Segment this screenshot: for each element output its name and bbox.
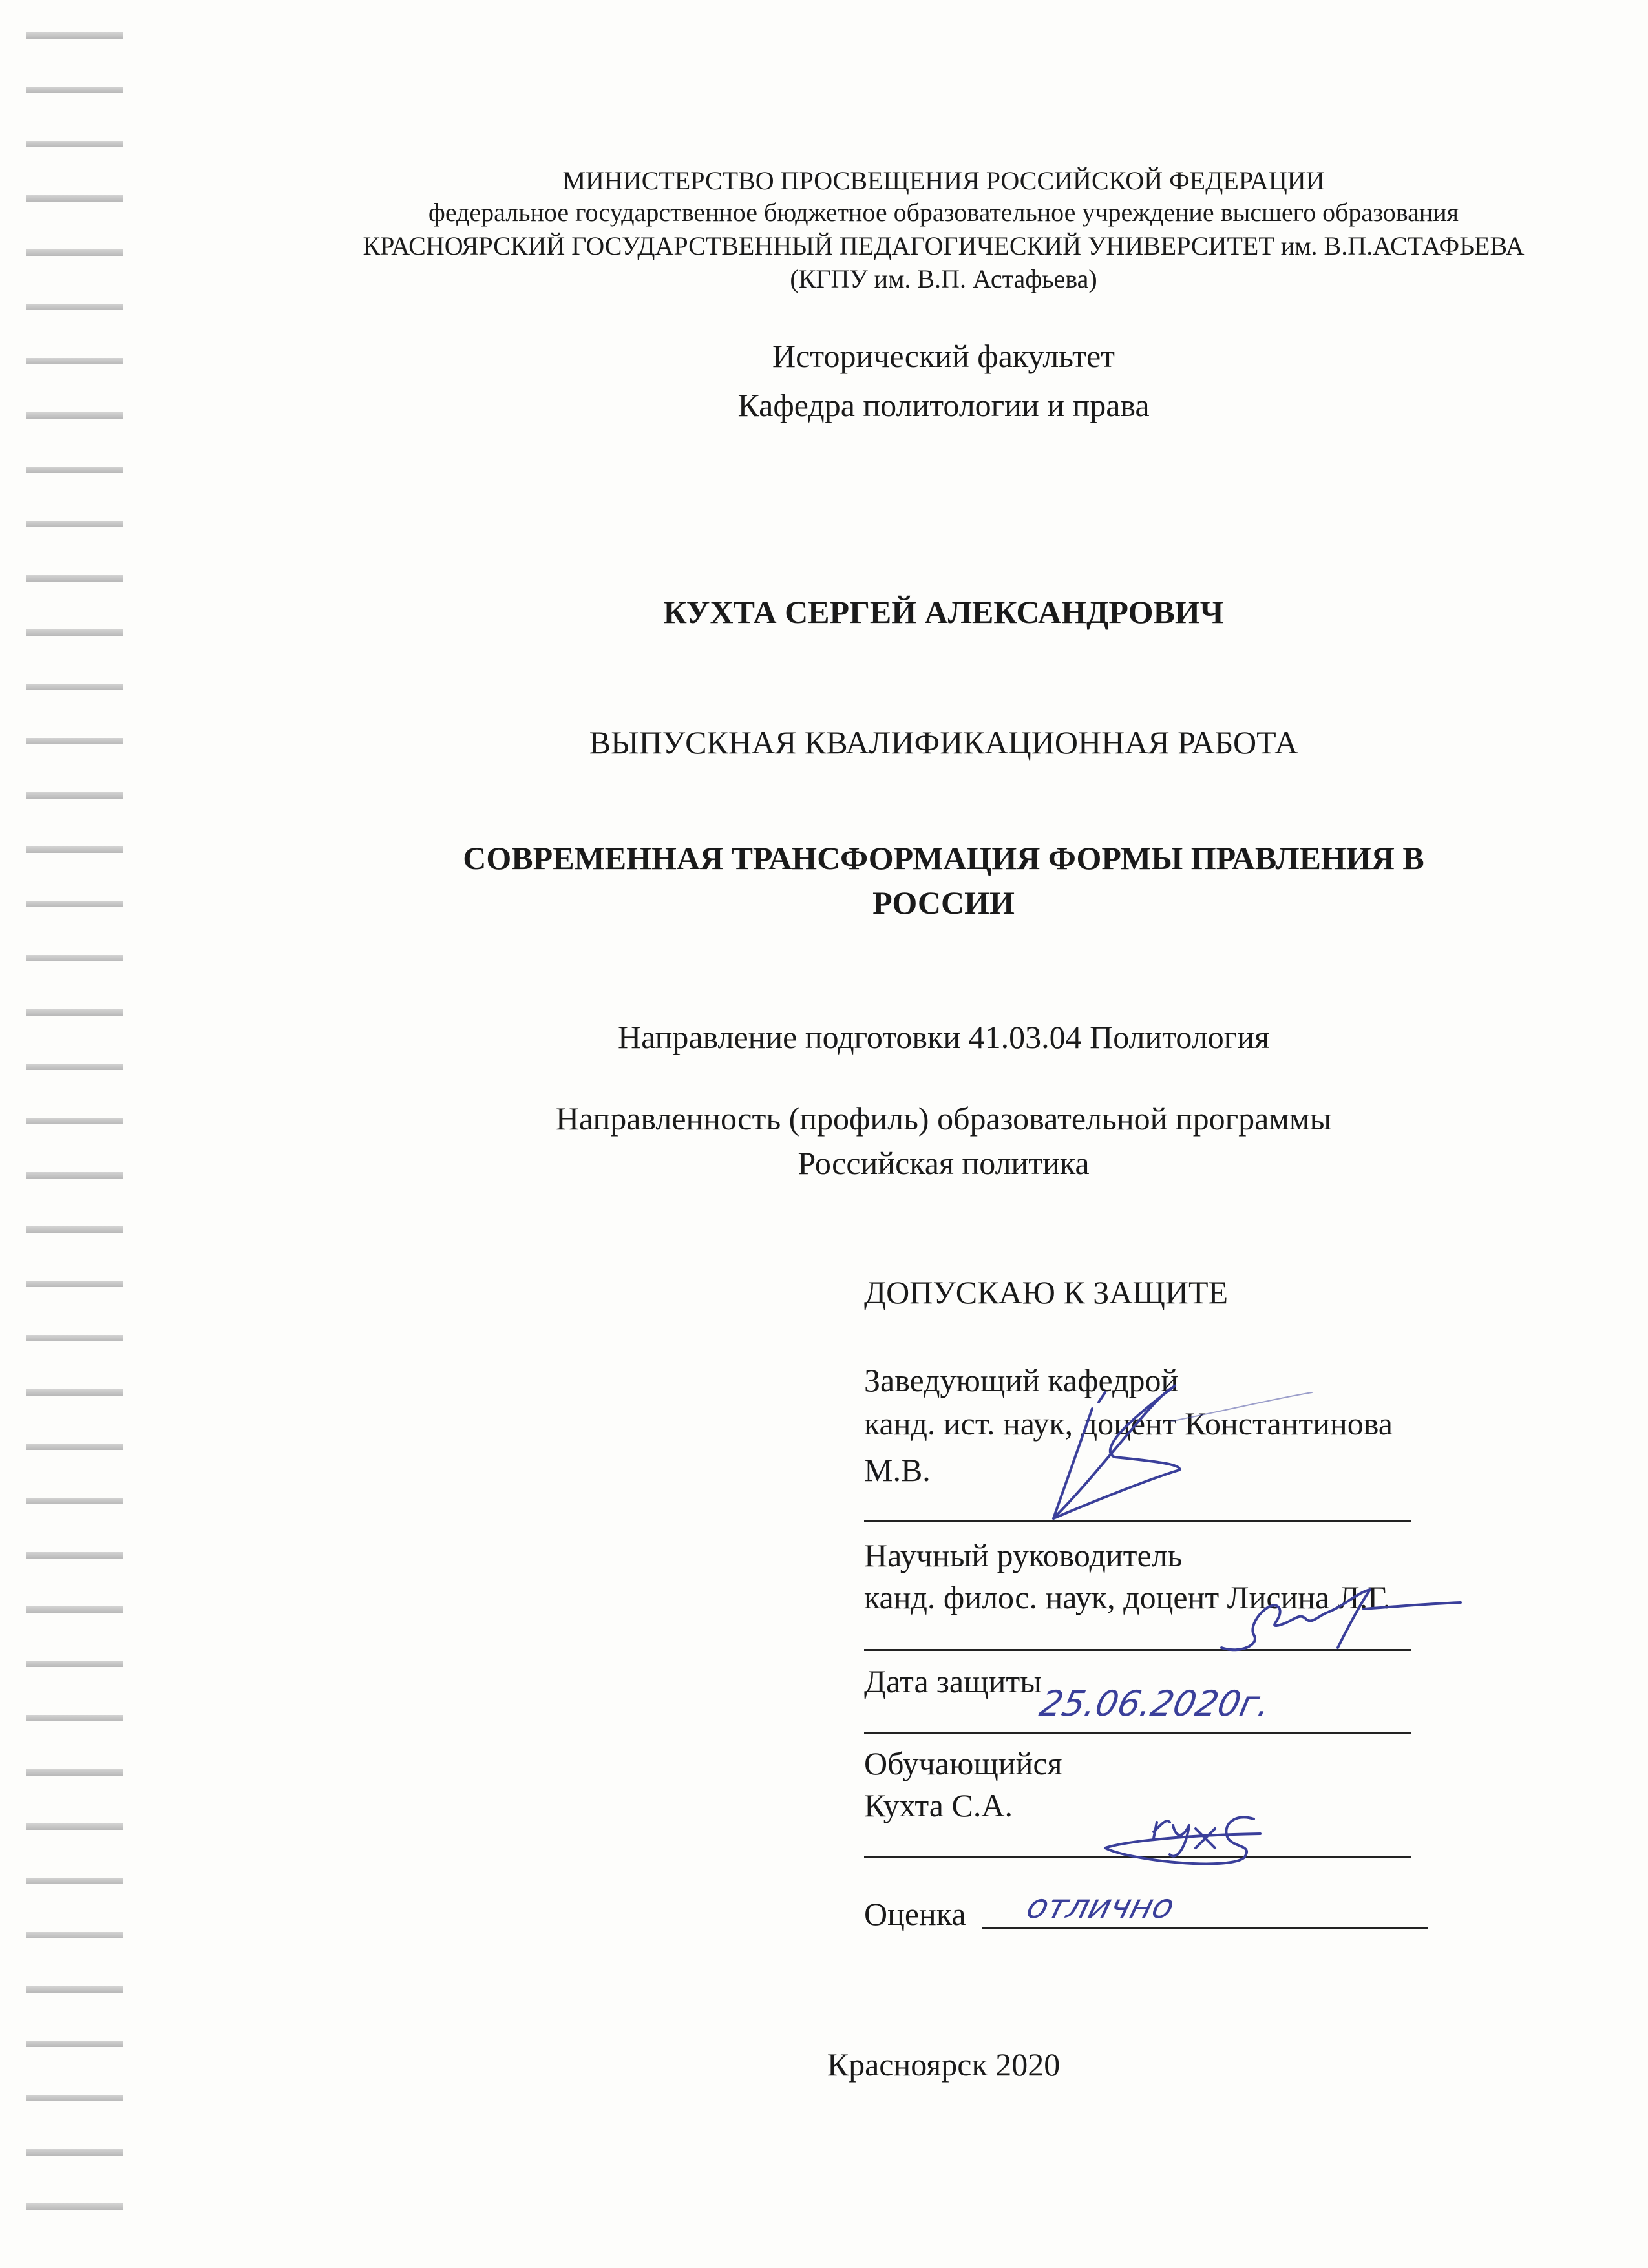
author-name: КУХТА СЕРГЕЙ АЛЕКСАНДРОВИЧ bbox=[663, 594, 1224, 630]
supervisor-role: Научный руководитель bbox=[864, 1537, 1183, 1573]
head-name: канд. ист. наук, доцент Константинова bbox=[864, 1405, 1393, 1442]
student-signature bbox=[1105, 1809, 1286, 1874]
thesis-title-line-2: РОССИИ bbox=[872, 885, 1015, 921]
student-role: Обучающийся bbox=[864, 1745, 1062, 1781]
head-initials: М.В. bbox=[864, 1452, 931, 1488]
profile: Российская политика bbox=[798, 1145, 1090, 1181]
defense-date-handwritten: 25.06.2020г. bbox=[1036, 1683, 1274, 1724]
study-direction: Направление подготовки 41.03.04 Политология bbox=[617, 1019, 1269, 1055]
student-name: Кухта С.А. bbox=[864, 1787, 1013, 1823]
defense-date-label: Дата защиты bbox=[864, 1663, 1042, 1699]
department: Кафедра политологии и права bbox=[737, 387, 1150, 423]
thesis-title-line-1: СОВРЕМЕННАЯ ТРАНСФОРМАЦИЯ ФОРМЫ ПРАВЛЕНИЯ В bbox=[463, 840, 1424, 876]
grade-label: Оценка bbox=[864, 1896, 966, 1932]
ministry-line: МИНИСТЕРСТВО ПРОСВЕЩЕНИЯ РОССИЙСКОЙ ФЕДЕРАЦИИ bbox=[562, 166, 1325, 195]
faculty: Исторический факультет bbox=[772, 338, 1115, 374]
defense-date-line bbox=[864, 1732, 1411, 1734]
university-abbreviation: (КГПУ им. В.П. Астафьева) bbox=[790, 264, 1097, 293]
institution-type-line: федеральное государственное бюджетное образовательное учреждение высшего образования bbox=[428, 198, 1459, 227]
supervisor-name: канд. филос. наук, доцент Лисина Л.Г. bbox=[864, 1579, 1391, 1615]
work-type: ВЫПУСКНАЯ КВАЛИФИКАЦИОННАЯ РАБОТА bbox=[589, 724, 1298, 761]
approval-heading: ДОПУСКАЮ К ЗАЩИТЕ bbox=[864, 1274, 1229, 1310]
supervisor-signature bbox=[1215, 1583, 1474, 1661]
head-signature bbox=[1041, 1331, 1234, 1525]
spiral-binding bbox=[26, 13, 123, 2210]
grade-handwritten: отлично bbox=[1022, 1887, 1179, 1926]
university-line: КРАСНОЯРСКИЙ ГОСУДАРСТВЕННЫЙ ПЕДАГОГИЧЕСКИЙ УНИВЕРСИТЕТ им. В.П.АСТАФЬЕВА bbox=[363, 231, 1525, 260]
profile-label: Направленность (профиль) образовательной программы bbox=[555, 1100, 1332, 1137]
head-role: Заведующий кафедрой bbox=[864, 1362, 1179, 1398]
city-year: Красноярск 2020 bbox=[827, 2046, 1061, 2083]
grade-line bbox=[982, 1927, 1428, 1929]
